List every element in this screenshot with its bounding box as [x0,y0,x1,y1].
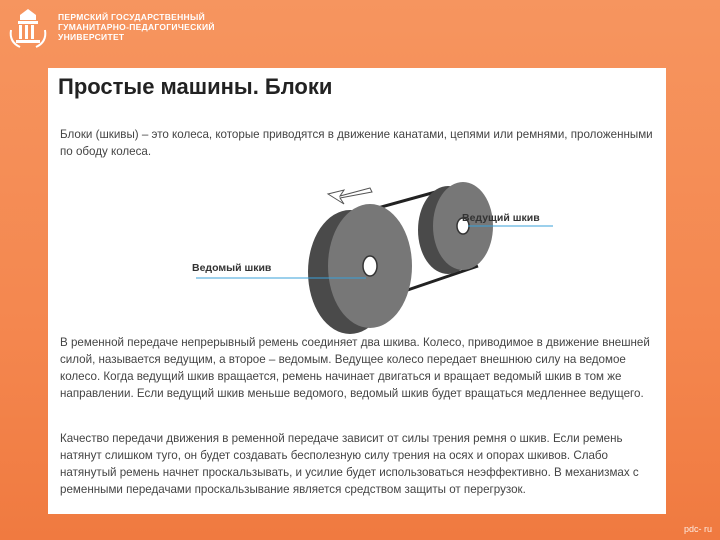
direction-arrow-icon [328,188,372,204]
university-name-line-1: ПЕРМСКИЙ ГОСУДАРСТВЕННЫЙ [58,12,206,22]
university-emblem-icon [6,6,50,50]
driven-pulley [308,204,412,334]
driven-pulley-label: Ведомый шкив [192,262,272,274]
footer-site: pdc- ru [683,524,712,534]
content-panel [48,68,666,514]
header [0,0,230,58]
driving-pulley [418,182,493,274]
university-name-line-2: ГУМАНИТАРНО-ПЕДАГОГИЧЕСКИЙ [58,22,215,32]
slide-title: Простые машины. Блоки [58,74,333,99]
intro-text: Блоки (шкивы) – это колеса, которые приводятся в движение канатами, цепями или ремнями, проложенными по ободу колеса. [60,128,653,158]
friction-text: Качество передачи движения в ременной передаче зависит от силы трения ремня о шкив. Если ремень натянут слишком туго, он будет создавать бесполезную силу трения на осях и опорах шкивов. Слабо натянутый ремень начнет проскальзывать, и усилие будет использоваться неэффективно. В механизмах с ременными передачами проскальзывание является средством защиты от перегрузок. [60,432,639,496]
driving-pulley-label: Ведущий шкив [462,212,540,224]
university-name-line-3: УНИВЕРСИТЕТ [58,32,125,42]
university-name [58,12,228,42]
belt-drive-text: В ременной передаче непрерывный ремень соединяет два шкива. Колесо, приводимое в движение внешней силой, называется ведущим, а второе – ведомым. Ведущее колесо передает внешнюю силу на ведомое колесо. Когда ведущий шкив вращается, ремень начинает двигаться и вращает ведомый шкив в том же направлении. Если ведущий шкив меньше ведомого, ведомый шкив будет вращаться медленнее ведущего. [60,336,650,400]
